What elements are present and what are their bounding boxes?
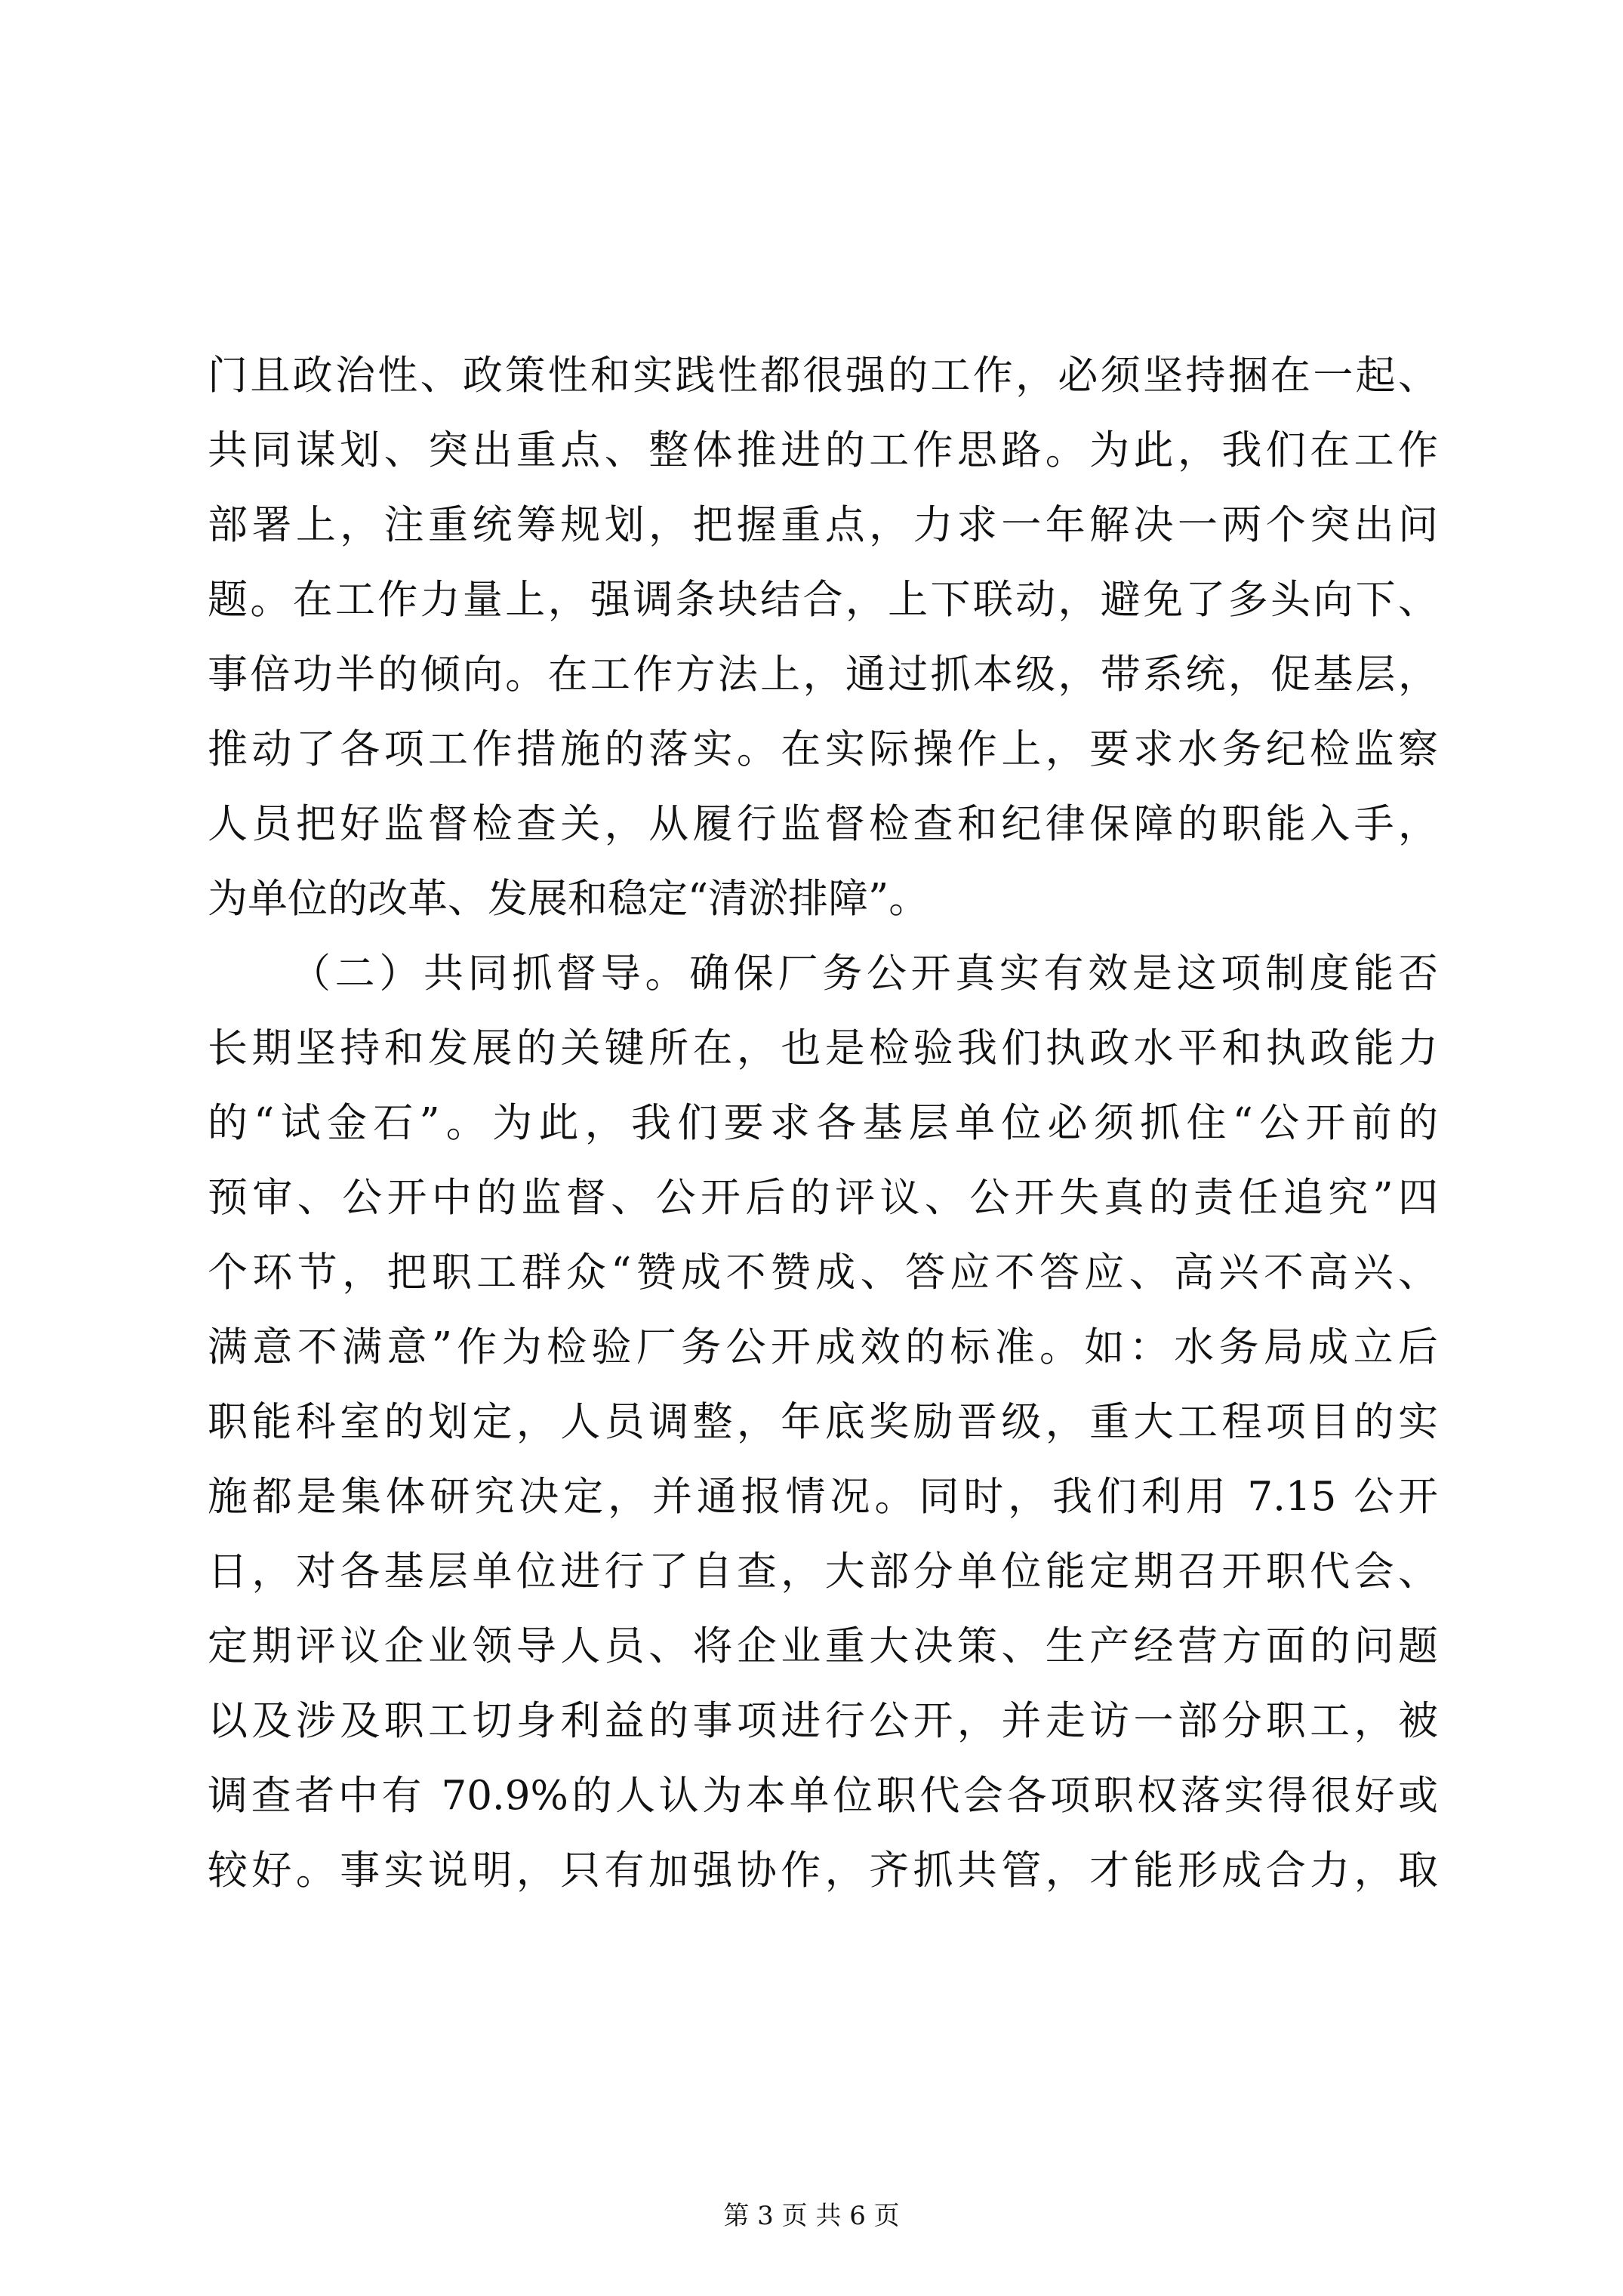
paragraph-line: 长期坚持和发展的关键所在，也是检验我们执政水平和执政能力 <box>208 1025 1438 1071</box>
paragraph-line: 为单位的改革、发展和稳定“清淤排障”。 <box>208 876 929 922</box>
paragraph-line: 推动了各项工作措施的落实。在实际操作上，要求水务纪检监察 <box>208 726 1438 772</box>
page-footer: 第 3 页 共 6 页 <box>723 2201 900 2231</box>
paragraph-line: 共同谋划、突出重点、整体推进的工作思路。为此，我们在工作 <box>208 427 1438 473</box>
paragraph-line: 门且政治性、政策性和实践性都很强的工作，必须坚持捆在一起、 <box>208 353 1438 399</box>
paragraph-line: 题。在工作力量上，强调条块结合，上下联动，避免了多头向下、 <box>208 577 1438 623</box>
paragraph-line: 以及涉及职工切身利益的事项进行公开，并走访一部分职工，被 <box>208 1698 1438 1744</box>
paragraph-line: 个环节，把职工群众“赞成不赞成、答应不答应、高兴不高兴、 <box>208 1250 1438 1296</box>
paragraph-line: 施都是集体研究决定，并通报情况。同时，我们利用 7.15 公开 <box>208 1474 1438 1520</box>
paragraph-line: 满意不满意”作为检验厂务公开成效的标准。如：水务局成立后 <box>208 1324 1438 1370</box>
paragraph-line: 定期评议企业领导人员、将企业重大决策、生产经营方面的问题 <box>208 1623 1438 1669</box>
paragraph-line: 人员把好监督检查关，从履行监督检查和纪律保障的职能入手， <box>208 801 1438 847</box>
paragraph-line: 调查者中有 70.9%的人认为本单位职代会各项职权落实得很好或 <box>208 1773 1438 1819</box>
paragraph-line: 事倍功半的倾向。在工作方法上，通过抓本级，带系统，促基层， <box>208 652 1438 698</box>
paragraph-line: 预审、公开中的监督、公开后的评议、公开失真的责任追究”四 <box>208 1175 1438 1221</box>
paragraph-line: 日，对各基层单位进行了自查，大部分单位能定期召开职代会、 <box>208 1549 1438 1595</box>
paragraph-line: 部署上，注重统筹规划，把握重点，力求一年解决一两个突出问 <box>208 502 1438 548</box>
paragraph-line: 职能科室的划定，人员调整，年底奖励晋级，重大工程项目的实 <box>208 1399 1438 1445</box>
paragraph-line: （二）共同抓督导。确保厂务公开真实有效是这项制度能否 <box>291 951 1438 997</box>
paragraph-line: 较好。事实说明，只有加强协作，齐抓共管，才能形成合力，取 <box>208 1848 1438 1894</box>
paragraph-line: 的“试金石”。为此，我们要求各基层单位必须抓住“公开前的 <box>208 1100 1438 1146</box>
